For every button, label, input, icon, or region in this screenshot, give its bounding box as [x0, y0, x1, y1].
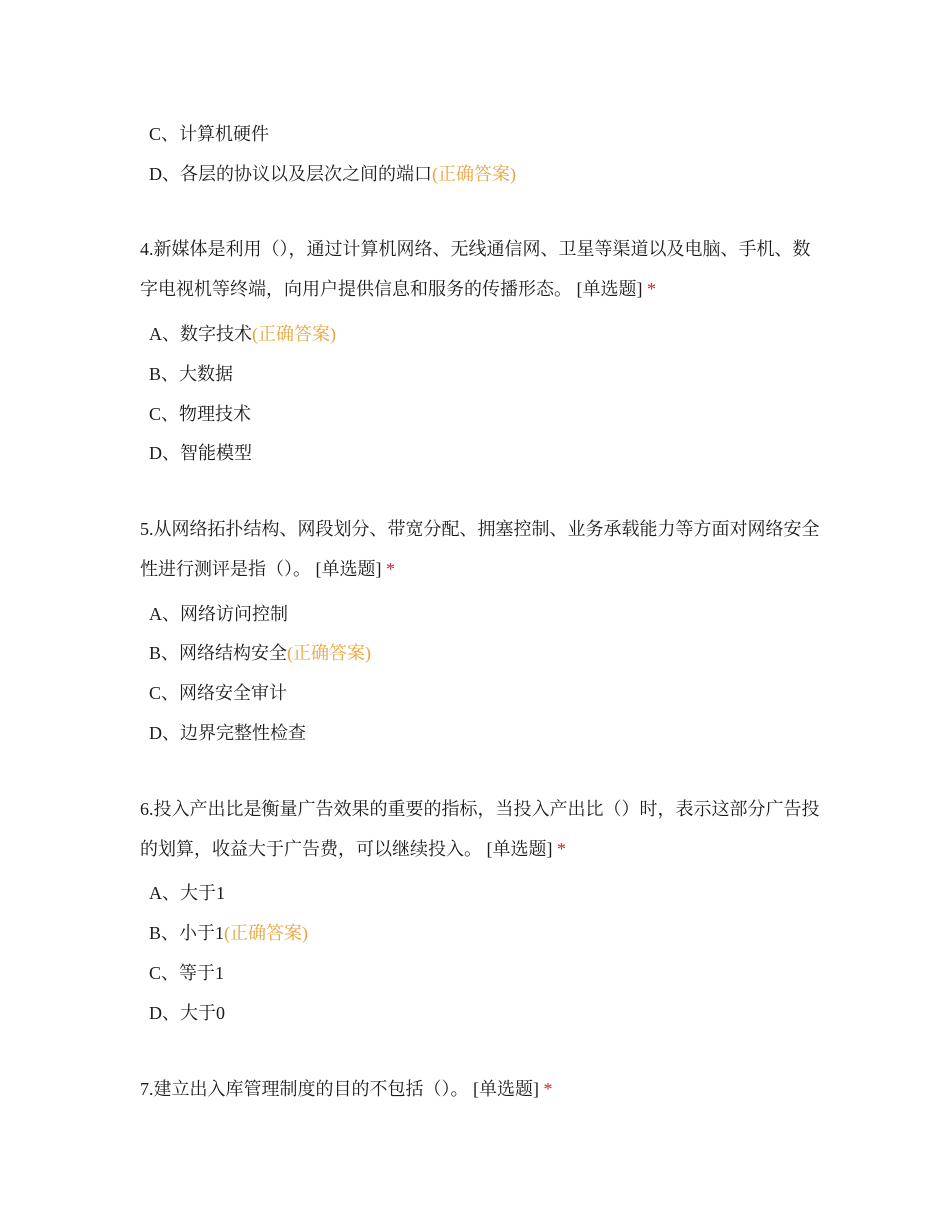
question-stem: 投入产出比是衡量广告效果的重要的指标，当投入产出比（）时，表示这部分广告投的划算，收益大于广告费，可以继续投入。	[140, 799, 820, 859]
option-sep: 、	[162, 723, 180, 743]
question-type-tag: [单选题]	[473, 1079, 539, 1099]
option-letter: D	[149, 164, 162, 184]
question-number: 7.	[140, 1079, 154, 1099]
option-letter: A	[149, 324, 162, 344]
option-sep: 、	[161, 643, 180, 663]
option-b[interactable]	[149, 641, 371, 665]
question-type-tag: [单选题]	[486, 839, 553, 859]
option-sep: 、	[162, 604, 180, 624]
option-letter: A	[149, 883, 162, 903]
question-type-tag: [单选题]	[576, 279, 643, 299]
correct-answer-mark: (正确答案)	[287, 643, 372, 663]
option-sep: 、	[161, 963, 180, 983]
option-sep: 、	[162, 324, 180, 344]
option-letter: C	[149, 124, 162, 144]
option-text: 网络访问控制	[180, 604, 288, 624]
option-text: 大于1	[180, 883, 225, 903]
option-letter: A	[149, 604, 162, 624]
question-4-text	[140, 229, 820, 309]
option-b[interactable]	[149, 921, 308, 945]
question-stem: 建立出入库管理制度的目的不包括（）。	[153, 1079, 469, 1099]
question-number: 6.	[140, 799, 154, 819]
option-letter: B	[149, 364, 162, 384]
option-text: 各层的协议以及层次之间的端口	[180, 164, 432, 184]
option-text: 边界完整性检查	[180, 723, 306, 743]
correct-answer-mark: (正确答案)	[432, 164, 516, 184]
option-text: 大于0	[180, 1003, 225, 1023]
option-sep: 、	[161, 124, 180, 144]
option-d[interactable]	[149, 721, 306, 745]
required-mark: *	[543, 1079, 553, 1099]
option-c[interactable]	[149, 961, 224, 985]
option-sep: 、	[162, 164, 180, 184]
option-sep: 、	[161, 923, 180, 943]
option-text: 数字技术	[180, 324, 252, 344]
option-sep: 、	[161, 404, 180, 424]
question-stem: 从网络拓扑结构、网段划分、带宽分配、拥塞控制、业务承载能力等方面对网络安全性进行测评是指（）。	[140, 519, 820, 579]
option-a[interactable]	[149, 602, 288, 626]
option-sep: 、	[162, 1003, 180, 1023]
option-text: 等于1	[179, 963, 225, 983]
option-text: 网络安全审计	[179, 683, 288, 703]
option-letter: C	[149, 683, 162, 703]
option-text: 计算机硬件	[179, 124, 270, 144]
option-text: 物理技术	[179, 404, 252, 424]
option-letter: C	[149, 404, 162, 424]
question-type-tag: [单选题]	[315, 559, 382, 579]
option-sep: 、	[162, 443, 180, 463]
option-sep: 、	[162, 883, 180, 903]
option-c[interactable]	[149, 402, 251, 426]
option-letter: B	[149, 923, 162, 943]
option-d[interactable]	[149, 441, 252, 465]
question-6-text	[140, 789, 820, 869]
question-number: 5.	[140, 519, 154, 539]
question-stem: 新媒体是利用（），通过计算机网络、无线通信网、卫星等渠道以及电脑、手机、数字电视机等终端，向用户提供信息和服务的传播形态。	[140, 239, 811, 299]
option-text: 网络结构安全	[179, 643, 288, 663]
option-a[interactable]	[149, 322, 336, 346]
question-number: 4.	[140, 239, 154, 259]
option-c[interactable]	[149, 122, 269, 146]
option-text: 智能模型	[180, 443, 252, 463]
correct-answer-mark: (正确答案)	[224, 923, 309, 943]
option-sep: 、	[161, 364, 180, 384]
option-c[interactable]	[149, 681, 287, 705]
question-5-text	[140, 509, 820, 589]
option-letter: C	[149, 963, 162, 983]
option-letter: B	[149, 643, 162, 663]
option-text: 小于1	[179, 923, 225, 943]
option-sep: 、	[161, 683, 180, 703]
option-d[interactable]	[149, 1001, 225, 1025]
option-letter: D	[149, 1003, 162, 1023]
option-letter: D	[149, 723, 162, 743]
option-letter: D	[149, 443, 162, 463]
question-7-text	[140, 1069, 820, 1109]
option-text: 大数据	[179, 364, 234, 384]
option-d[interactable]	[149, 162, 516, 186]
option-a[interactable]	[149, 881, 225, 905]
required-mark: *	[557, 839, 566, 859]
required-mark: *	[386, 559, 395, 579]
option-b[interactable]	[149, 362, 233, 386]
correct-answer-mark: (正确答案)	[252, 324, 336, 344]
required-mark: *	[647, 279, 656, 299]
